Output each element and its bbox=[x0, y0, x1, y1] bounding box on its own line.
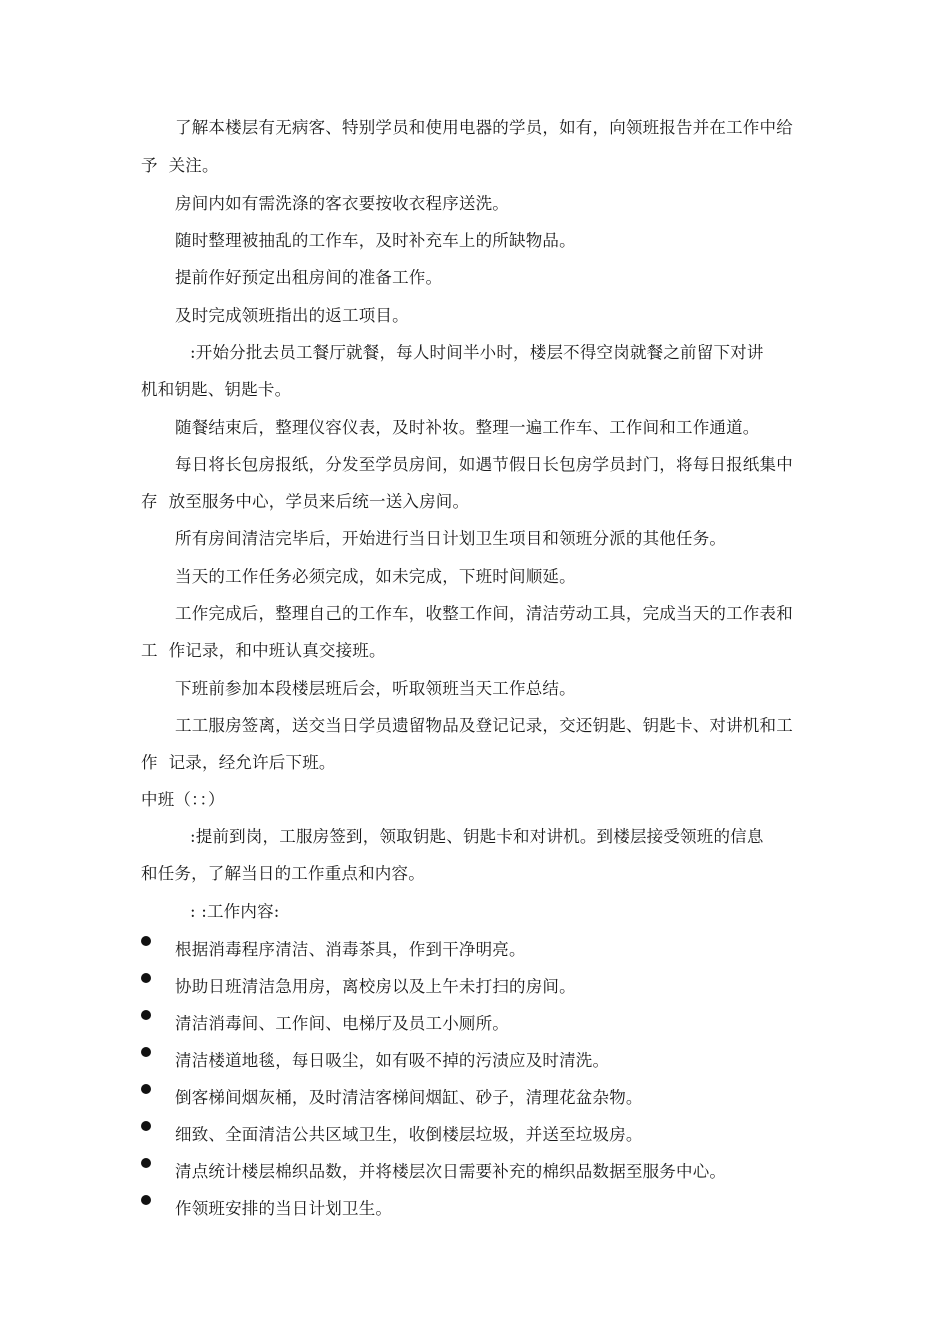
text-line: 了解本楼层有无病客、特别学员和使用电器的学员，如有，向领班报告并在工作中给 bbox=[175, 118, 793, 137]
text-line: 工 作记录，和中班认真交接班。 bbox=[141, 641, 386, 660]
list-item: 根据消毒程序清洁、消毒茶具，作到干净明亮。 bbox=[175, 940, 526, 959]
list-item: 协助日班清洁急用房，离校房以及上午未打扫的房间。 bbox=[175, 977, 576, 996]
text-line: 所有房间清洁完毕后，开始进行当日计划卫生项目和领班分派的其他任务。 bbox=[175, 529, 727, 548]
list-item: 清点统计楼层棉织品数，并将楼层次日需要补充的棉织品数据至服务中心。 bbox=[175, 1162, 727, 1181]
bullet-icon bbox=[141, 1158, 151, 1168]
bullet-icon bbox=[141, 1084, 151, 1094]
list-item: 细致、全面清洁公共区域卫生，收倒楼层垃圾，并送至垃圾房。 bbox=[175, 1125, 643, 1144]
bullet-icon bbox=[141, 1010, 151, 1020]
text-line: :提前到岗，工服房签到，领取钥匙、钥匙卡和对讲机。到楼层接受领班的信息 bbox=[190, 827, 764, 846]
text-line: 存 放至服务中心，学员来后统一送入房间。 bbox=[141, 492, 470, 511]
bullet-icon bbox=[141, 973, 151, 983]
text-line: 工工服房签离，送交当日学员遗留物品及登记记录，交还钥匙、钥匙卡、对讲机和工 bbox=[175, 716, 793, 735]
bullet-icon bbox=[141, 1195, 151, 1205]
text-line: 房间内如有需洗涤的客衣要按收衣程序送洗。 bbox=[175, 194, 509, 213]
text-line: 及时完成领班指出的返工项目。 bbox=[175, 306, 409, 325]
text-line: 作 记录，经允许后下班。 bbox=[141, 753, 336, 772]
text-line: 每日将长包房报纸，分发至学员房间，如遇节假日长包房学员封门，将每日报纸集中 bbox=[175, 455, 793, 474]
text-line: 和任务，了解当日的工作重点和内容。 bbox=[141, 864, 425, 883]
bullet-icon bbox=[141, 1047, 151, 1057]
list-item: 清洁消毒间、工作间、电梯厅及员工小厕所。 bbox=[175, 1014, 509, 1033]
text-line: 机和钥匙、钥匙卡。 bbox=[141, 380, 292, 399]
text-line: 工作完成后，整理自己的工作车，收整工作间，清洁劳动工具，完成当天的工作表和 bbox=[175, 604, 793, 623]
text-line: 随时整理被抽乱的工作车，及时补充车上的所缺物品。 bbox=[175, 231, 576, 250]
text-line: 下班前参加本段楼层班后会，听取领班当天工作总结。 bbox=[175, 679, 576, 698]
text-line: :开始分批去员工餐厅就餐，每人时间半小时，楼层不得空岗就餐之前留下对讲 bbox=[190, 343, 764, 362]
text-line: 予 关注。 bbox=[141, 156, 219, 175]
text-line: : :工作内容: bbox=[190, 902, 280, 921]
bullet-icon bbox=[141, 1121, 151, 1131]
list-item: 清洁楼道地毯，每日吸尘，如有吸不掉的污渍应及时清洗。 bbox=[175, 1051, 610, 1070]
list-item: 作领班安排的当日计划卫生。 bbox=[175, 1199, 393, 1218]
text-line: 提前作好预定出租房间的准备工作。 bbox=[175, 268, 443, 287]
text-line: 随餐结束后，整理仪容仪表，及时补妆。整理一遍工作车、工作间和工作通道。 bbox=[175, 418, 760, 437]
bullet-icon bbox=[141, 936, 151, 946]
section-heading: 中班（：：） bbox=[141, 790, 225, 809]
text-line: 当天的工作任务必须完成，如未完成，下班时间顺延。 bbox=[175, 567, 576, 586]
list-item: 倒客梯间烟灰桶，及时清洁客梯间烟缸、砂子，清理花盆杂物。 bbox=[175, 1088, 643, 1107]
